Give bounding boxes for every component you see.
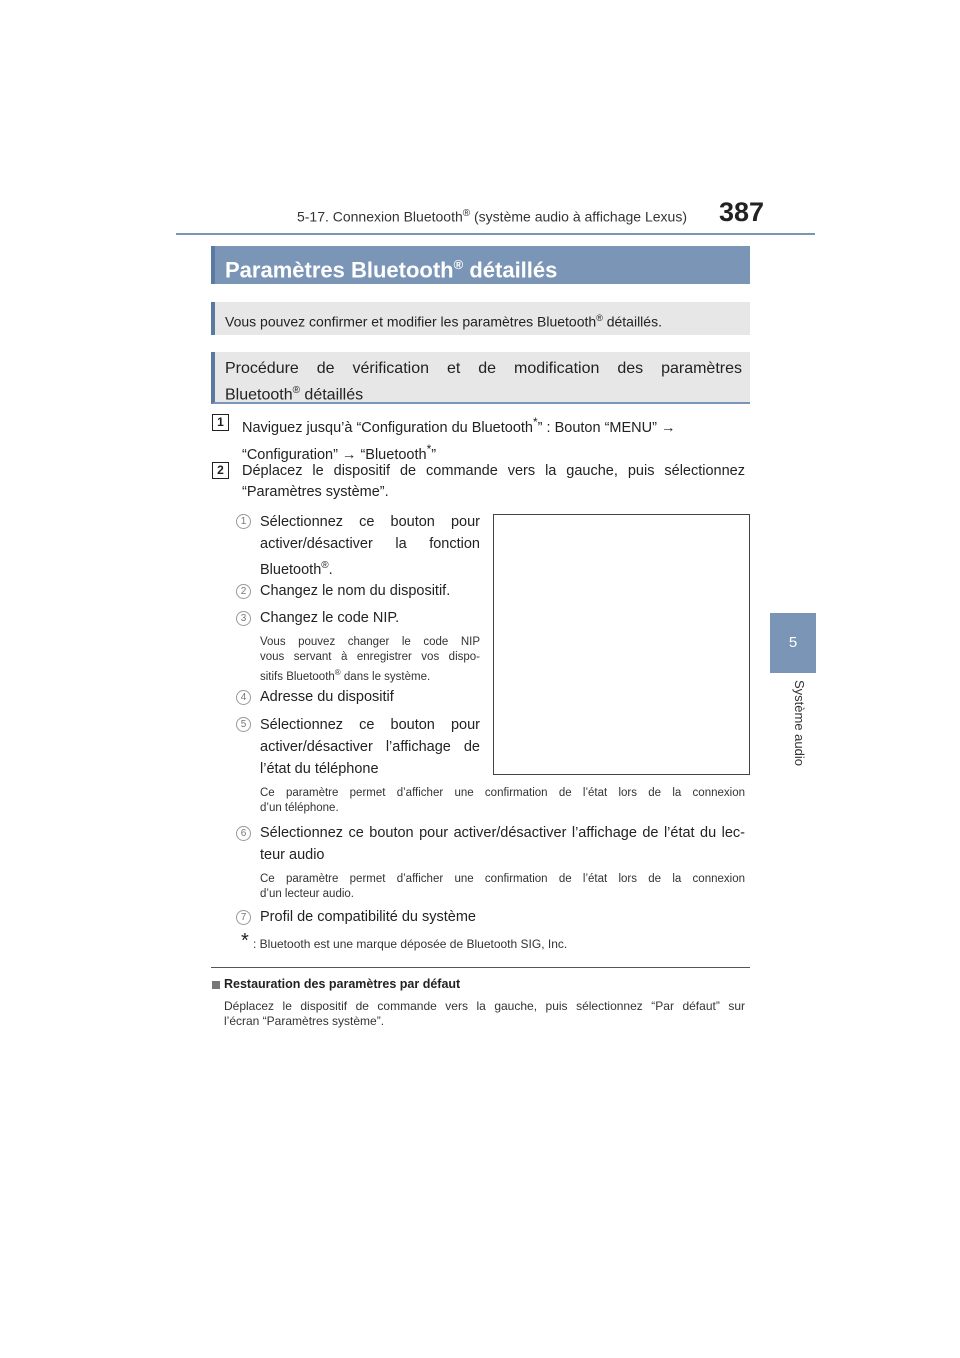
section-title — [211, 246, 750, 284]
item-1-text — [260, 511, 480, 581]
item-6-text — [260, 822, 745, 866]
step-number-1: 1 — [212, 414, 229, 431]
section-title-pre: Paramètres Bluetooth — [225, 257, 454, 283]
step-2-line-1: Déplacez le dispositif de commande vers la gauche, puis sélectionnez — [242, 463, 745, 479]
item-6-line-2: teur audio — [260, 847, 325, 863]
chapter-title-pre: 5-17. Connexion Bluetooth — [296, 208, 463, 225]
registered-mark: ® — [462, 208, 471, 219]
step-1-line-1-post: ” : Bouton “MENU” → — [537, 419, 676, 436]
step-number-2: 2 — [212, 462, 229, 479]
item-3-note-line-1: Vous pouvez changer le code NIP — [260, 636, 480, 648]
registered-mark: ® — [596, 313, 603, 323]
subsection-line-1: Procédure de vérification et de modification des paramètres — [225, 360, 742, 377]
subsection-line-2-pre: Bluetooth — [225, 386, 293, 404]
item-1-line-3-post: . — [328, 561, 333, 578]
screen-illustration — [493, 514, 750, 775]
item-5-note-line-2: d’un téléphone. — [260, 802, 339, 814]
item-3-note-line-3-post: dans le système. — [340, 670, 431, 683]
registered-mark: ® — [453, 257, 464, 272]
square-bullet-icon — [212, 981, 220, 989]
footnote-star: * — [533, 415, 538, 429]
subsection-line-2-post: détaillés — [299, 386, 364, 404]
item-6-line-1: Sélectionnez ce bouton pour activer/désactiver l’affichage de l’état du lec- — [260, 825, 745, 841]
registered-mark: ® — [321, 560, 329, 571]
page-number: 387 — [719, 197, 765, 227]
step-1-line-2-post: ” — [431, 446, 437, 463]
intro-box — [211, 302, 750, 335]
item-6-note — [260, 872, 745, 902]
item-5-line-1: Sélectionnez ce bouton pour — [260, 717, 480, 733]
item-3-note-line-3 — [260, 665, 480, 685]
item-3-note-line-3-pre: sitifs Bluetooth — [260, 670, 335, 683]
item-5-line-3: l’état du téléphone — [260, 761, 379, 777]
item-3-text: Changez le code NIP. — [260, 610, 400, 626]
intro-pre: Vous pouvez confirmer et modifier les paramètres Bluetooth — [225, 313, 597, 330]
section-divider — [211, 967, 750, 968]
footnote-star: * — [241, 930, 249, 952]
chapter-tab-label: Système audio — [792, 680, 807, 766]
callout-number-5: 5 — [236, 717, 251, 732]
registered-mark: ® — [334, 668, 341, 677]
restore-heading: Restauration des paramètres par défaut — [224, 977, 461, 991]
registered-mark: ® — [292, 385, 300, 396]
callout-number-3: 3 — [236, 611, 251, 626]
chapter-tab: 5 — [770, 613, 816, 673]
callout-number-7: 7 — [236, 910, 251, 925]
step-1-text — [242, 412, 752, 466]
header-divider — [176, 233, 815, 235]
restore-line-2: l’écran “Paramètres système”. — [224, 1014, 385, 1028]
item-1-line-2: activer/désactiver la fonction — [260, 536, 480, 552]
item-6-note-line-1: Ce paramètre permet d’afficher une confirmation de l’état lors de la connexion — [260, 873, 745, 885]
callout-number-4: 4 — [236, 690, 251, 705]
item-6-note-line-2: d’un lecteur audio. — [260, 888, 354, 900]
item-4-text: Adresse du dispositif — [260, 689, 394, 705]
subsection-line-2 — [225, 380, 742, 406]
callout-number-1: 1 — [236, 514, 251, 529]
item-1-line-3-pre: Bluetooth — [260, 561, 322, 578]
chapter-header — [297, 208, 687, 225]
footnote-text: : Bluetooth est une marque déposée de Bluetooth SIG, Inc. — [253, 937, 568, 951]
step-2-line-2: “Paramètres système”. — [242, 484, 389, 500]
chapter-title-post: (système audio à affichage Lexus) — [470, 208, 687, 225]
subsection-title — [211, 352, 750, 404]
callout-number-6: 6 — [236, 826, 251, 841]
step-1-line-1-pre: Naviguez jusqu’à “Configuration du Bluetooth — [242, 419, 533, 436]
restore-text — [224, 999, 745, 1029]
step-2-text — [242, 461, 745, 503]
intro-post: détaillés. — [602, 313, 662, 330]
item-5-text — [260, 714, 480, 780]
item-2-text: Changez le nom du dispositif. — [260, 583, 451, 599]
item-5-note — [260, 786, 745, 816]
item-3-note-line-2: vous servant à enregistrer vos dispo- — [260, 651, 480, 663]
item-5-line-2: activer/désactiver l’affichage de — [260, 739, 480, 755]
restore-line-1: Déplacez le dispositif de commande vers la gauche, puis sélectionnez “Par défaut” sur — [224, 999, 745, 1013]
section-title-post: détaillés — [463, 257, 558, 283]
item-5-note-line-1: Ce paramètre permet d’afficher une confirmation de l’état lors de la connexion — [260, 787, 745, 799]
item-3-note — [260, 635, 480, 685]
footnote-star: * — [426, 441, 432, 456]
step-1-line-2-pre: “Configuration” → “Bluetooth — [242, 446, 427, 463]
step-1-line-1 — [242, 412, 752, 439]
item-7-text: Profil de compatibilité du système — [260, 909, 476, 925]
item-1-line-1: Sélectionnez ce bouton pour — [260, 514, 480, 530]
callout-number-2: 2 — [236, 584, 251, 599]
item-1-line-3 — [260, 555, 480, 581]
